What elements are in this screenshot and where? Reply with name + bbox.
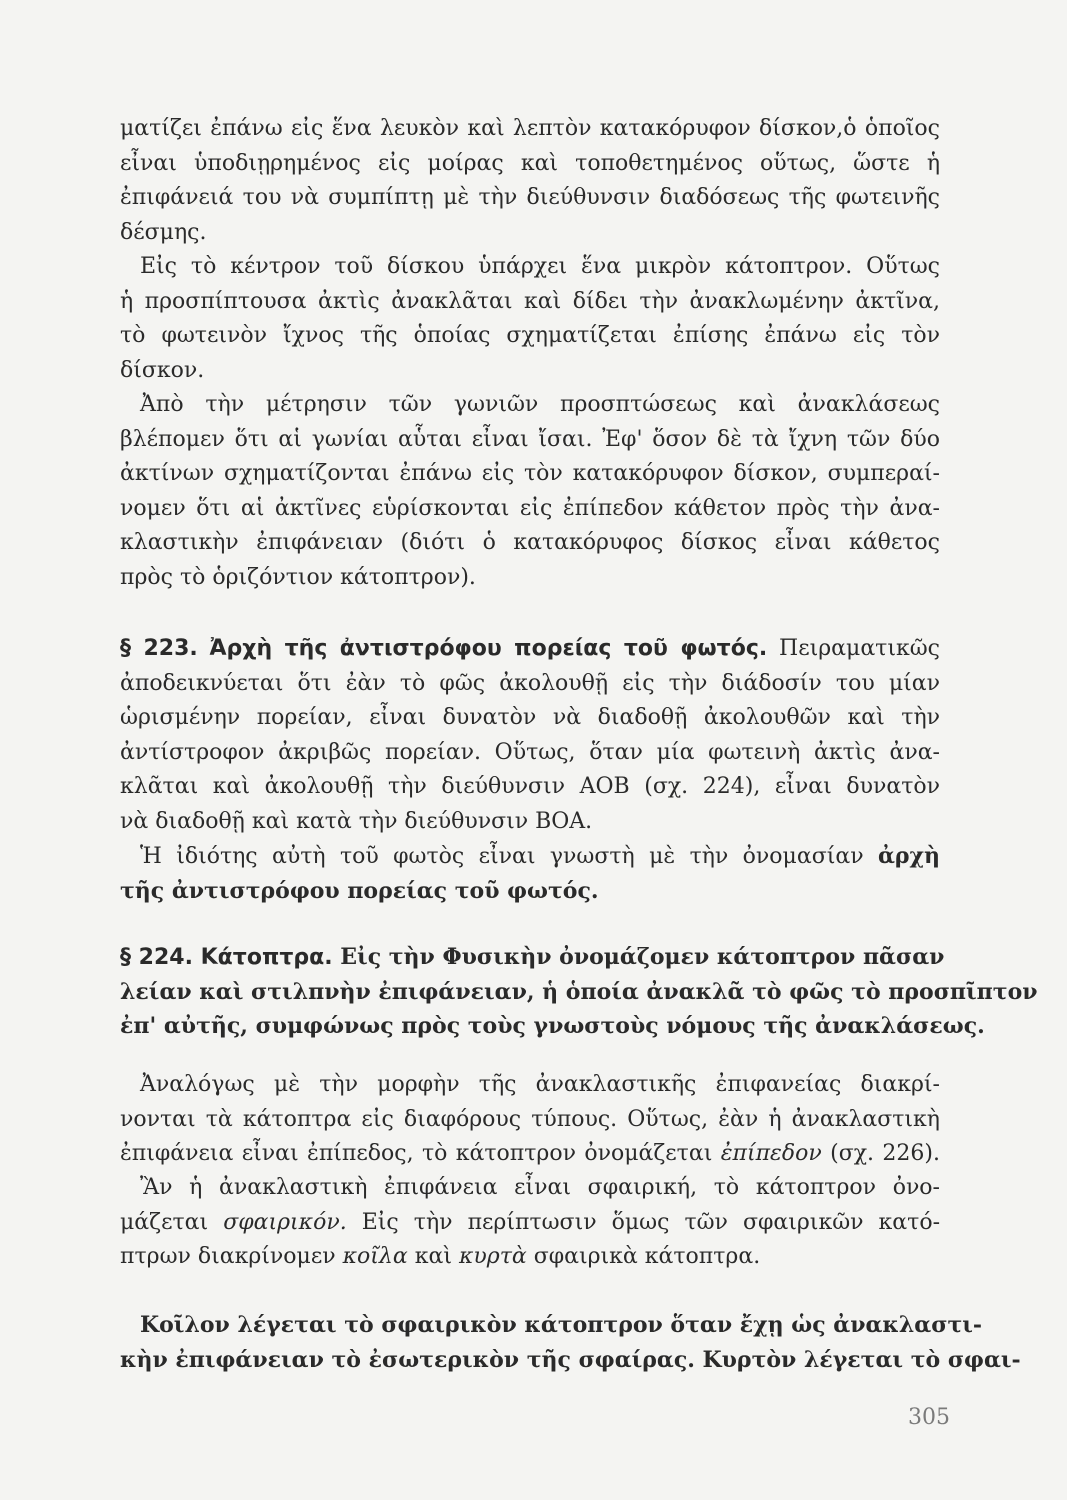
section-number: § 224. xyxy=(120,945,193,970)
text-fragment: καὶ xyxy=(414,1244,452,1269)
text-fragment: μάζεται xyxy=(120,1209,209,1235)
property-term: ἀρχὴ xyxy=(877,843,940,869)
paragraph-disk-description xyxy=(120,112,940,250)
text-line: εἶναι ὑποδιῃρημένος εἰς μοίρας καὶ τοποθετημένος οὕτως, ὥστε ἡ xyxy=(120,150,940,176)
text-line: ἐπιφάνειά του νὰ συμπίπτῃ μὲ τὴν διεύθυνσιν διαδόσεως τῆς φωτεινῆς xyxy=(120,185,940,210)
text-fragment: Εἰς τὴν περίπτωσιν ὅμως τῶν σφαιρικῶν κατό- xyxy=(361,1209,940,1235)
text-line: βλέπομεν ὅτι αἱ γωνίαι αὗται εἶναι ἴσαι. Ἐφ' ὅσον δὲ τὰ ἴχνη τῶν δύο xyxy=(120,426,940,452)
text-line: δίσκον. xyxy=(120,357,205,383)
text-fragment: πτρων διακρίνομεν xyxy=(120,1244,336,1269)
text-line xyxy=(120,839,940,874)
text-line: ματίζει ἐπάνω εἰς ἕνα λευκὸν καὶ λεπτὸν κατακόρυφον δίσκον,ὁ ὁποῖος xyxy=(120,116,940,141)
text-line xyxy=(120,1137,940,1172)
text-line: Κοῖλον λέγεται τὸ σφαιρικὸν κάτοπτρον ὅταν ἔχῃ ὡς ἀνακλαστι- xyxy=(140,1312,983,1338)
text-line: τὸ φωτεινὸν ἴχνος τῆς ὁποίας σχηματίζεται ἐπίσης ἐπάνω εἰς τὸν xyxy=(120,323,940,348)
italic-term: σφαιρικόν. xyxy=(223,1209,347,1235)
definition-text: Εἰς τὴν Φυσικὴν ὀνομάζομεν κάτοπτρον πᾶσαν xyxy=(340,944,945,970)
section-heading-line xyxy=(120,632,940,667)
paragraph-spherical-mirrors xyxy=(120,1171,940,1275)
section-title: Ἀρχὴ τῆς ἀντιστρόφου πορείας τοῦ φωτός. xyxy=(209,636,768,661)
text-line: ἀποδεικνύεται ὅτι ἐὰν τὸ φῶς ἀκολουθῇ εἰς τὴν διάδοσίν του μίαν xyxy=(120,670,940,696)
definition-line: ἐπ' αὐτῆς, συμφώνως πρὸς τοὺς γνωστοὺς νόμους τῆς ἀνακλάσεως. xyxy=(120,1013,985,1039)
italic-term: κοῖλα xyxy=(342,1244,408,1269)
page-number: 305 xyxy=(908,1405,950,1430)
paragraph-mirror-types xyxy=(120,1068,940,1172)
text-line: κλαστικὴν ἐπιφάνειαν (διότι ὁ κατακόρυφος δίσκος εἶναι κάθετος xyxy=(120,530,940,555)
property-text: Ἡ ἰδιότης αὐτὴ τοῦ φωτὸς εἶναι γνωστὴ μὲ τὴν ὀνομασίαν xyxy=(140,844,864,869)
paragraph-angle-measurement xyxy=(120,388,940,595)
text-line xyxy=(120,1240,940,1275)
section-number: § 223. xyxy=(120,636,198,661)
text-line: ἡ προσπίπτουσα ἀκτὶς ἀνακλᾶται καὶ δίδει τὴν ἀνακλωμένην ἀκτῖνα, xyxy=(120,288,940,314)
text-line: πρὸς τὸ ὁριζόντιον κάτοπτρον). xyxy=(120,564,476,590)
property-term-continued: τῆς ἀντιστρόφου πορείας τοῦ φωτός. xyxy=(120,877,599,904)
text-line: Ἀναλόγως μὲ τὴν μορφὴν τῆς ἀνακλαστικῆς ἐπιφανείας διακρί- xyxy=(140,1072,940,1097)
text-fragment: σφαιρικὰ κάτοπτρα. xyxy=(533,1244,761,1269)
text-line: Ἂν ἡ ἀνακλαστικὴ ἐπιφάνεια εἶναι σφαιρική, τὸ κάτοπτρον ὀνο- xyxy=(140,1175,940,1200)
text-line xyxy=(120,1206,940,1241)
text-fragment: ἐπιφάνεια εἶναι ἐπίπεδος, τὸ κάτοπτρον ὀνομάζεται xyxy=(120,1141,713,1166)
text-line: νὰ διαδοθῇ καὶ κατὰ τὴν διεύθυνσιν ΒΟΑ. xyxy=(120,808,593,834)
text-line: ἀκτίνων σχηματίζονται ἐπάνω εἰς τὸν κατακόρυφον δίσκον, συμπεραί- xyxy=(120,461,940,486)
section-text: Πειραματικῶς xyxy=(779,636,940,661)
section-title: Κάτοπτρα. xyxy=(200,945,333,970)
text-line: νονται τὰ κάτοπτρα εἰς διαφόρους τύπους. Οὕτως, ἐὰν ἡ ἀνακλαστικὴ xyxy=(120,1106,940,1132)
paragraph-mirror-center xyxy=(120,250,940,388)
text-line: ἀντίστροφον ἀκριβῶς πορείαν. Οὕτως, ὅταν μία φωτεινὴ ἀκτὶς ἀνα- xyxy=(120,739,940,765)
text-line: ὡρισμένην πορείαν, εἶναι δυνατὸν νὰ διαδοθῇ ἀκολουθῶν καὶ τὴν xyxy=(120,705,940,730)
section-223 xyxy=(120,632,940,908)
italic-term: κυρτὰ xyxy=(458,1244,527,1269)
text-line: δέσμης. xyxy=(120,219,207,245)
section-224 xyxy=(120,940,1038,1044)
text-line: νομεν ὅτι αἱ ἀκτῖνες εὑρίσκονται εἰς ἐπίπεδον κάθετον πρὸς τὴν ἀνα- xyxy=(120,495,940,521)
text-line: Ἀπὸ τὴν μέτρησιν τῶν γωνιῶν προσπτώσεως καὶ ἀνακλάσεως xyxy=(140,392,940,417)
text-line: κὴν ἐπιφάνειαν τὸ ἐσωτερικὸν τῆς σφαίρας. Κυρτὸν λέγεται τὸ σφαι- xyxy=(120,1346,1021,1373)
text-line: κλᾶται καὶ ἀκολουθῇ τὴν διεύθυνσιν ΑΟΒ (σχ. 224), εἶναι δυνατὸν xyxy=(120,774,940,799)
text-fragment: (σχ. 226). xyxy=(830,1141,940,1166)
italic-term: ἐπίπεδον xyxy=(720,1141,822,1166)
text-line: Εἰς τὸ κέντρον τοῦ δίσκου ὑπάρχει ἕνα μικρὸν κάτοπτρον. Οὕτως xyxy=(140,254,940,279)
paragraph-concave-convex xyxy=(120,1308,1021,1377)
definition-line: λείαν καὶ στιλπνὴν ἐπιφάνειαν, ἡ ὁποία ἀνακλᾶ τὸ φῶς τὸ προσπῖπτον xyxy=(120,978,1038,1005)
section-heading-line xyxy=(120,940,945,975)
